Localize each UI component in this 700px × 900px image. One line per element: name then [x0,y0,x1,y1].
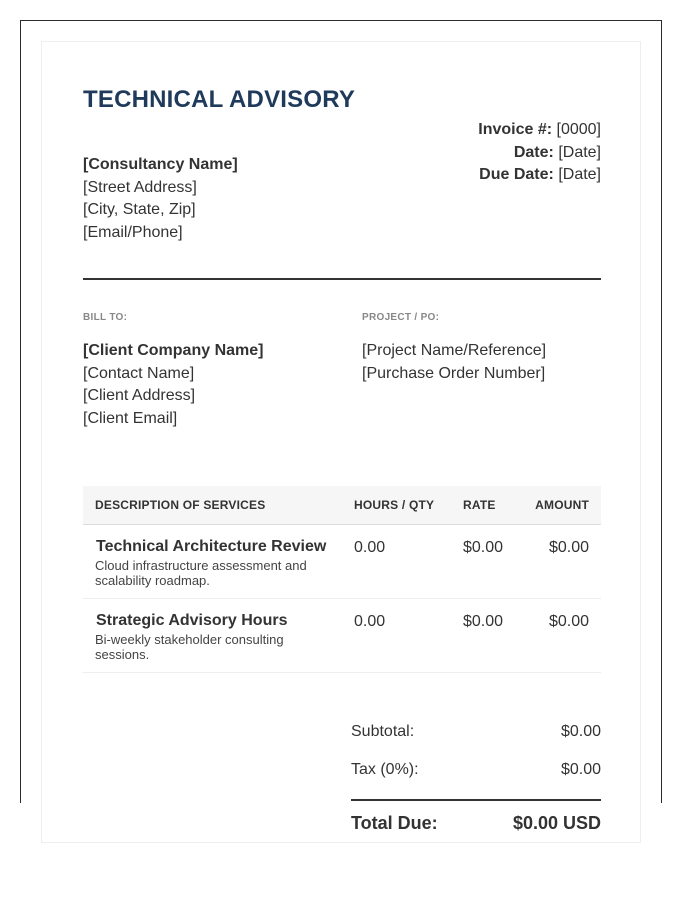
service-title: Technical Architecture Review [96,538,327,555]
consultancy-street: [Street Address] [83,178,197,196]
subtotal-row [351,719,601,757]
consultancy-name: [Consultancy Name] [83,156,238,173]
project-label: PROJECT / PO: [362,312,440,323]
service-rate: $0.00 [463,539,504,556]
consultancy-city: [City, State, Zip] [83,201,196,218]
column-header-qty: HOURS / QTY [354,498,435,512]
service-qty: 0.00 [354,539,386,556]
service-rate: $0.00 [463,613,504,630]
purchase-order: [Purchase Order Number] [362,364,546,382]
bill-to-label: BILL TO: [83,312,128,323]
service-amount: $0.00 [548,613,589,630]
total-due-value: $0.00 USD [512,813,601,833]
service-description: Bi-weekly stakeholder consulting sessions. [95,632,284,662]
totals-block [351,719,601,833]
subtotal-value: $0.00 [560,723,601,740]
column-header-rate: RATE [463,498,496,512]
total-divider [351,799,601,801]
column-header-amount: AMOUNT [535,498,589,512]
column-header-description: DESCRIPTION OF SERVICES [95,498,266,512]
invoice-number-label: Invoice #: [478,121,553,138]
bill-to-block [83,340,263,430]
due-date-value: [Date] [558,166,601,183]
tax-row [351,757,601,795]
total-due-label: Total Due: [351,813,438,833]
services-table [83,486,601,673]
service-title: Strategic Advisory Hours [96,612,288,629]
client-email: [Client Email] [83,409,178,427]
client-address: [Client Address] [83,387,196,404]
subtotal-label: Subtotal: [351,723,415,740]
tax-label: Tax (0%): [351,761,419,778]
document-viewport[interactable] [20,20,662,833]
invoice-date-label: Date: [513,143,554,161]
table-header [83,486,601,525]
invoice-meta [478,119,601,187]
invoice-sheet [41,41,641,843]
tax-value: $0.00 [560,761,601,778]
invoice-date-line [478,142,601,165]
invoice-date-value: [Date] [558,143,601,161]
service-amount: $0.00 [548,539,589,556]
project-block [362,340,546,385]
document-title: TECHNICAL ADVISORY [83,86,356,113]
invoice-due-line [478,164,601,187]
service-description: Cloud infrastructure assessment and scalability roadmap. [95,558,307,588]
consultancy-address-block [83,154,238,244]
project-name: [Project Name/Reference] [362,342,547,359]
client-contact: [Contact Name] [83,364,195,382]
table-row [83,599,601,673]
invoice-number-value: [0000] [556,121,601,138]
service-qty: 0.00 [354,613,386,630]
client-company: [Client Company Name] [83,342,264,359]
table-row [83,525,601,599]
header-divider [83,278,601,280]
consultancy-contact: [Email/Phone] [83,223,183,241]
invoice-number-line [478,119,601,142]
due-date-label: Due Date: [479,166,554,183]
